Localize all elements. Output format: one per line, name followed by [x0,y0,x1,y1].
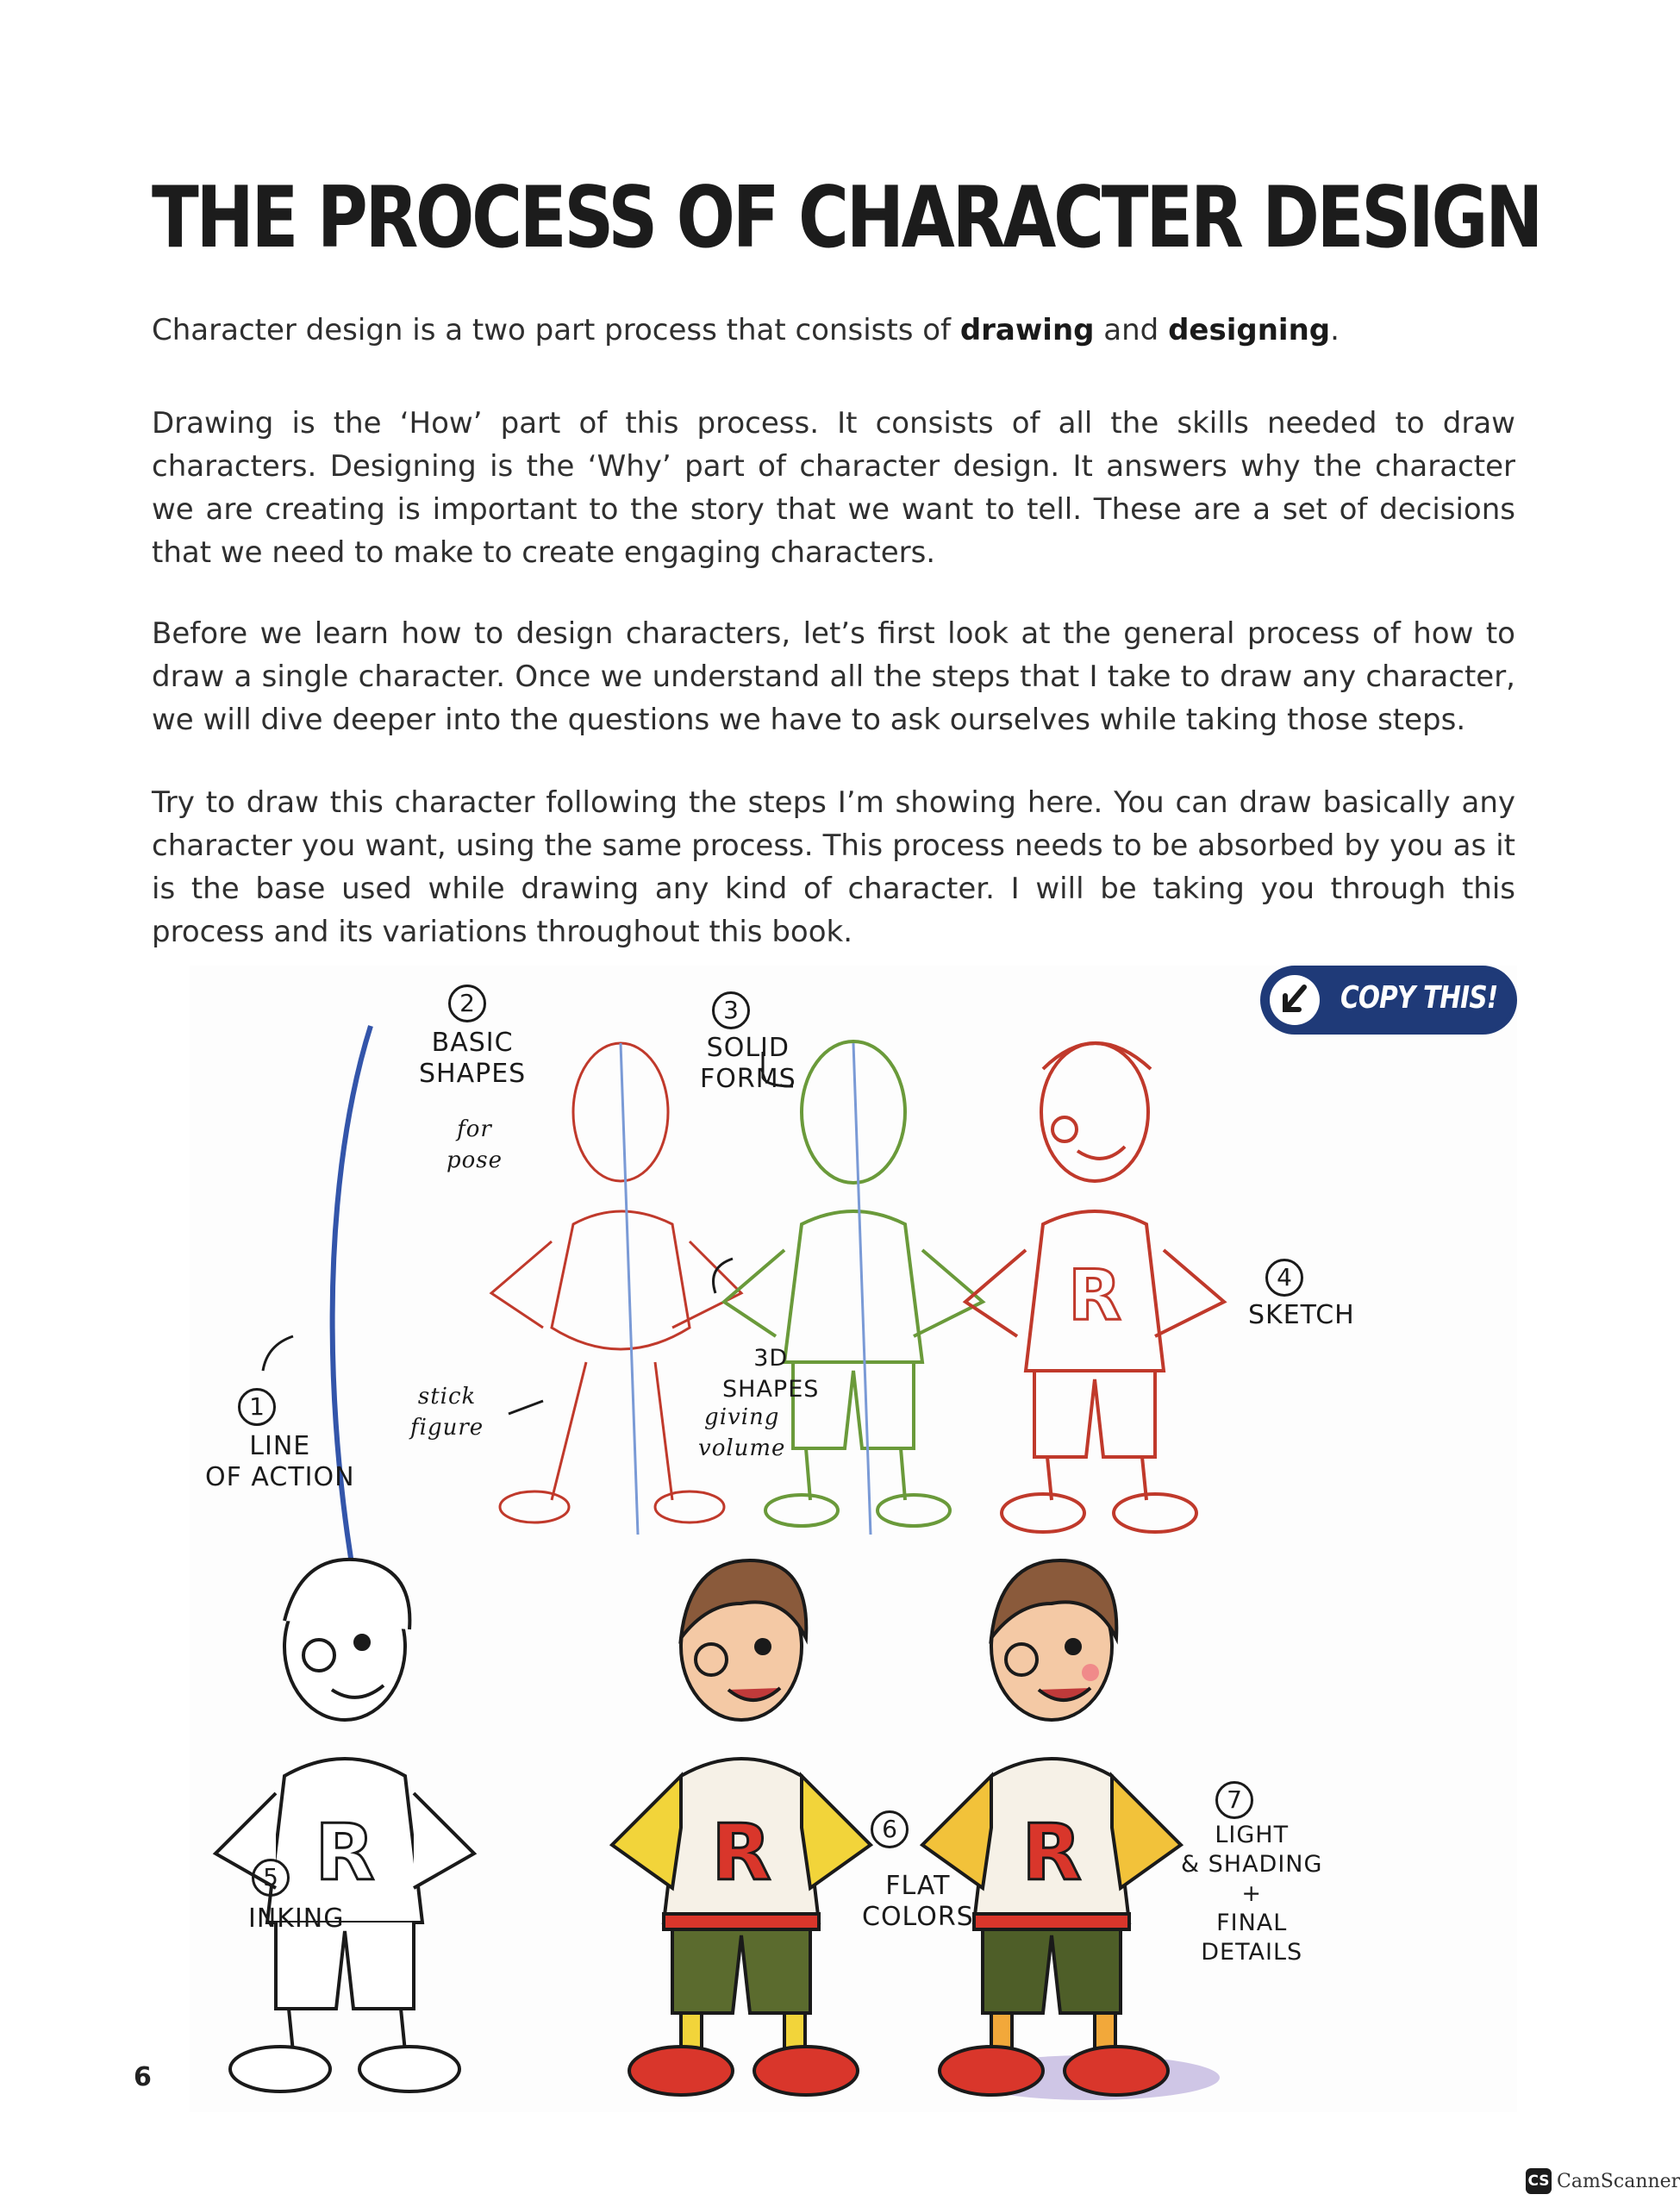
step-2-note: for pose [447,1116,503,1173]
step-7-label: LIGHT & SHADING + FINAL DETAILS [1181,1822,1323,1966]
step-3-label: SOLID FORMS [700,1033,796,1094]
page-title: THE PROCESS OF CHARACTER DESIGN [152,169,1541,267]
page-number: 6 [134,2062,152,2092]
body-paragraph-process: Before we learn how to design characters, let’s first look at the general process of how to draw a single character. Once we understand all the steps that I take to draw any character, we will dive deeper into the questions we have to ask ourselves while taking those steps. [152,616,1515,737]
intro-bold-designing: designing [1168,313,1331,347]
stick-figure-note: stick figure [410,1384,484,1441]
body-paragraph-exercise: Try to draw this character following the steps I’m showing here. You can draw basically any character you want, using the same process. This process needs to be absorbed by you as it is the base used while drawing any kind of character. I will be taking you through this process and its variations throughout this book. [152,785,1515,949]
step-4-label: SKETCH [1248,1300,1355,1330]
copy-this-badge [1260,966,1517,1035]
intro-before: Character design is a two part process that consists of [152,313,960,347]
svg-text:R: R [711,1808,771,1898]
step-7-number: 7 [1215,1781,1253,1819]
body-paragraph-how-why: Drawing is the ‘How’ part of this process. It consists of all the skills needed to draw characters. Designing is the ‘Why’ part of character design. It answers why the character we are creating is important to the story that we want to tell. These are a set of decisions that we need to make to create engaging characters. [152,406,1515,570]
step-5-number: 5 [252,1859,290,1897]
step-2-number: 2 [448,985,486,1022]
svg-text:R: R [1068,1255,1121,1335]
copy-this-label: COPY THIS! [1340,980,1498,1016]
step-5-label: INKING [248,1904,345,1934]
svg-text:R: R [315,1808,375,1898]
svg-text:R: R [1021,1808,1082,1898]
camscanner-logo: CS [1526,2168,1552,2194]
step-4-number: 4 [1265,1259,1303,1297]
step-6-number: 6 [871,1810,909,1848]
intro-middle: and [1094,313,1169,347]
intro-paragraph [152,309,1515,352]
camscanner-watermark [1526,2167,1680,2195]
step-3-number: 3 [712,991,750,1029]
intro-bold-drawing: drawing [959,313,1095,347]
step-1-label: LINE OF ACTION [205,1431,355,1492]
intro-after: . [1330,313,1340,347]
camscanner-text: CamScanner [1557,2170,1680,2192]
step-2-label: BASIC SHAPES [419,1028,527,1089]
arrow-down-left-icon [1270,975,1320,1025]
step-1-number: 1 [238,1388,276,1426]
step-6-label: FLAT COLORS [862,1871,974,1932]
giving-volume-note: giving volume [698,1404,786,1461]
3d-shapes-note: 3D SHAPES [722,1345,820,1403]
